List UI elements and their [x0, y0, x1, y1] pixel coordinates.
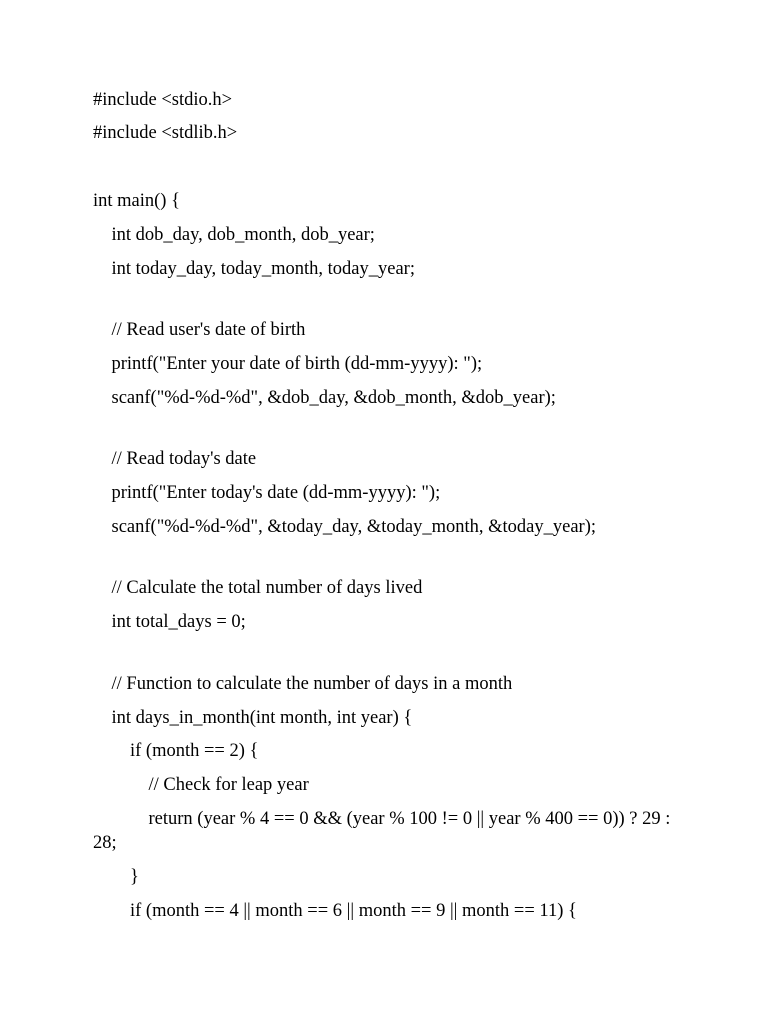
code-line: int main() {: [93, 191, 180, 211]
code-comment: // Read today's date: [93, 449, 257, 469]
code-line: int total_days = 0;: [93, 612, 246, 632]
code-line: int dob_day, dob_month, dob_year;: [93, 225, 375, 245]
code-comment: // Calculate the total number of days lived: [93, 578, 423, 598]
code-line: printf("Enter today's date (dd-mm-yyyy): ");: [93, 483, 441, 503]
code-line: }: [93, 867, 139, 887]
code-line: #include <stdio.h>: [93, 90, 233, 110]
code-comment: // Read user's date of birth: [93, 320, 306, 340]
code-line: if (month == 2) {: [93, 741, 259, 761]
code-comment: // Function to calculate the number of days in a month: [93, 674, 513, 694]
code-line: int days_in_month(int month, int year) {: [93, 708, 413, 728]
code-line: if (month == 4 || month == 6 || month == 9 || month == 11) {: [93, 901, 577, 921]
code-line: scanf("%d-%d-%d", &dob_day, &dob_month, &dob_year);: [93, 388, 556, 408]
code-line-wrapped: return (year % 4 == 0 && (year % 100 != 0 || year % 400 == 0)) ? 29 : 28;: [93, 809, 676, 853]
code-line: #include <stdlib.h>: [93, 123, 238, 143]
code-line: scanf("%d-%d-%d", &today_day, &today_month, &today_year);: [93, 517, 596, 537]
code-line: printf("Enter your date of birth (dd-mm-yyyy): ");: [93, 354, 483, 374]
code-line: int today_day, today_month, today_year;: [93, 259, 415, 279]
code-comment: // Check for leap year: [93, 775, 309, 795]
